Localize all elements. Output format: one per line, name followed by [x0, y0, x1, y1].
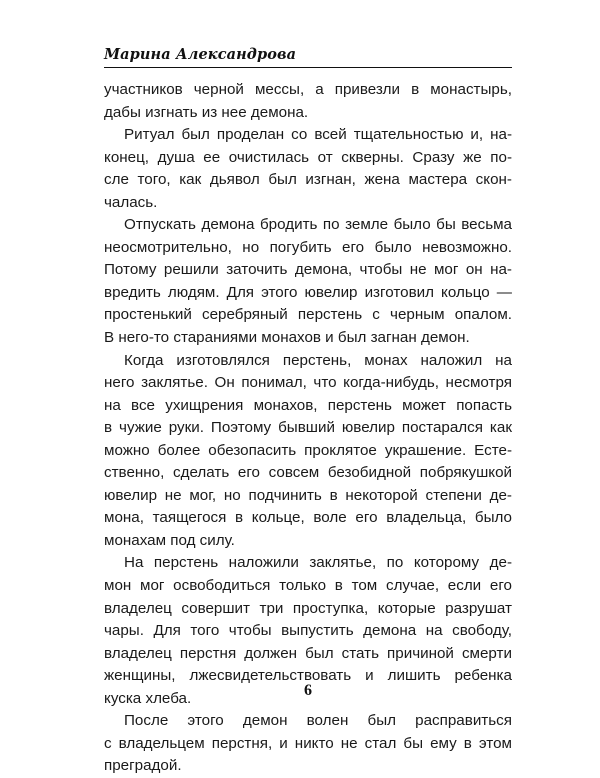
- text-line: куска хлеба.: [104, 689, 192, 707]
- text-line: в чужие руки. Поэтому бывший ювелир постарался как: [104, 419, 512, 437]
- text-line: владелец совершит три проступка, которые разрушат: [104, 599, 512, 617]
- text-line: На перстень наложили заклятье, по которому де-: [124, 554, 512, 572]
- text-line: можно более обезопасить проклятое украшение. Есте-: [104, 441, 512, 459]
- text-line: владелец перстня должен был стать причиной смерти: [104, 644, 512, 662]
- text-line: Отпускать демона бродить по земле было бы весьма: [124, 216, 512, 234]
- text-line: сле того, как дьявол был изгнан, жена мастера скон-: [104, 171, 512, 189]
- text-line: дабы изгнать из нее демона.: [104, 103, 309, 121]
- text-line: простенький серебряный перстень с черным опалом.: [104, 306, 512, 324]
- text-line: В него-то стараниями монахов и был загнан демон.: [104, 329, 470, 347]
- text-line: Ритуал был проделан со всей тщательностью и, на-: [124, 126, 512, 144]
- running-header-author: Марина Александрова: [104, 46, 297, 63]
- header-rule: [104, 67, 512, 68]
- text-line: с владельцем перстня, и никто не стал бы ему в этом: [104, 734, 512, 752]
- text-line: чары. Для того чтобы выпустить демона на свободу,: [104, 622, 512, 640]
- text-line: ственно, сделать его совсем безобидной побрякушкой: [104, 464, 512, 482]
- text-line: Когда изготовлялся перстень, монах наложил на: [124, 351, 512, 369]
- text-line: После этого демон волен был расправиться: [124, 712, 512, 730]
- body-text: [104, 79, 512, 778]
- text-line: чалась.: [104, 193, 158, 211]
- text-line: вредить людям. Для этого ювелир изготовил кольцо —: [104, 283, 512, 301]
- text-line: неосмотрительно, но погубить его было невозможно.: [104, 238, 512, 256]
- text-line: монахам под силу.: [104, 531, 235, 549]
- text-line: женщины, лжесвидетельствовать и лишить ребенка: [104, 667, 512, 685]
- page-number: 6: [304, 682, 312, 699]
- text-line: мона, таящегося в кольце, воле его владельца, было: [104, 509, 512, 527]
- text-line: него заклятье. Он понимал, что когда-нибудь, несмотря: [104, 374, 512, 392]
- text-line: Потому решили заточить демона, чтобы не мог он на-: [104, 261, 512, 279]
- text-line: мон мог освободиться только в том случае, если его: [104, 577, 512, 595]
- text-line: на все ухищрения монахов, перстень может попасть: [104, 396, 512, 414]
- text-line: ювелир не мог, но подчинить в некоторой степени де-: [104, 486, 512, 504]
- text-line: конец, душа ее очистилась от скверны. Сразу же по-: [104, 148, 512, 166]
- text-line: преградой.: [104, 757, 182, 775]
- text-line: участников черной мессы, а привезли в монастырь,: [104, 81, 512, 98]
